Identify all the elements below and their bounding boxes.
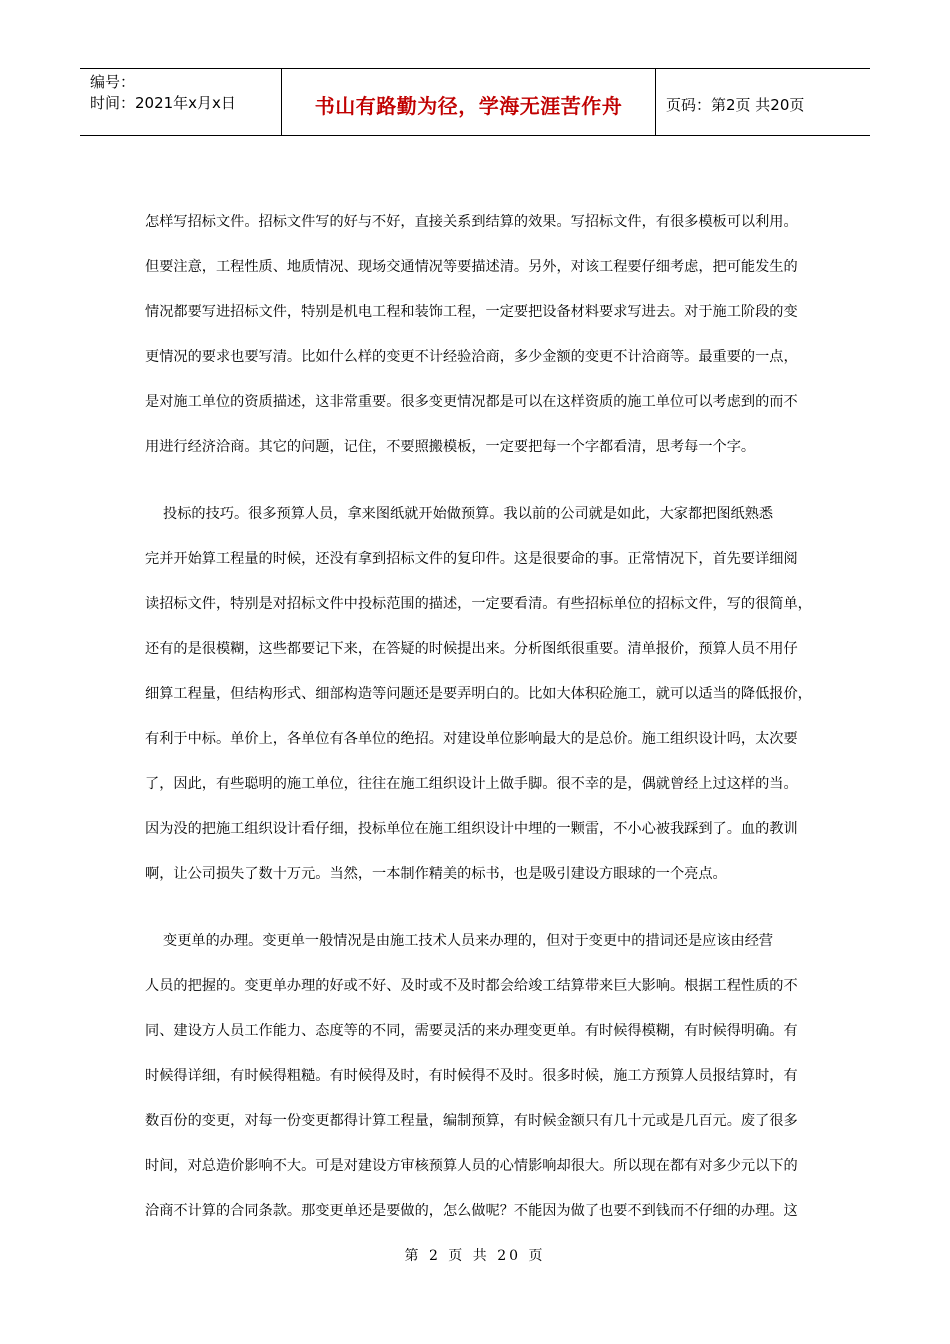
text-line: 还有的是很模糊，这些都要记下来，在答疑的时候提出来。分析图纸很重要。清单报价，预算人员不用仔 bbox=[145, 641, 798, 657]
text-line: 情况都要写进招标文件，特别是机电工程和装饰工程，一定要把设备材料要求写进去。对于施工阶段的变 bbox=[145, 304, 798, 320]
text-line: 用进行经济洽商。其它的问题，记住，不要照搬模板，一定要把每一个字都看清，思考每一个字。 bbox=[145, 439, 756, 455]
paragraph bbox=[145, 919, 805, 1234]
text-line: 细算工程量，但结构形式、细部构造等问题还是要弄明白的。比如大体积砼施工，就可以适当的降低报价， bbox=[145, 686, 812, 702]
paragraph bbox=[145, 200, 805, 470]
text-line: 投标的技巧。很多预算人员，拿来图纸就开始做预算。我以前的公司就是如此，大家都把图纸熟悉 bbox=[145, 506, 774, 522]
text-line: 时间，对总造价影响不大。可是对建设方审核预算人员的心情影响却很大。所以现在都有对多少元以下的 bbox=[145, 1158, 798, 1174]
text-line: 变更单的办理。变更单一般情况是由施工技术人员来办理的，但对于变更中的措词还是应该由经营 bbox=[145, 933, 774, 949]
text-line: 同、建设方人员工作能力、态度等的不同，需要灵活的来办理变更单。有时候得模糊，有时候得明确。有 bbox=[145, 1023, 798, 1039]
page-footer: 第 2 页 共 20 页 bbox=[404, 1248, 546, 1264]
text-line: 了，因此，有些聪明的施工单位，往往在施工组织设计上做手脚。很不幸的是，偶就曾经上过这样的当。 bbox=[145, 776, 798, 792]
paragraph bbox=[145, 492, 812, 897]
header-meta-cell bbox=[80, 69, 282, 135]
header-motto: 书山有路勤为径，学海无涯苦作舟 bbox=[282, 69, 656, 135]
text-line: 更情况的要求也要写清。比如什么样的变更不计经验洽商，多少金额的变更不计洽商等。最重要的一点， bbox=[145, 349, 798, 365]
serial-label: 编号： bbox=[90, 73, 136, 91]
text-line: 读招标文件，特别是对招标文件中投标范围的描述，一定要看清。有些招标单位的招标文件，写的很简单， bbox=[145, 596, 812, 612]
text-line: 是对施工单位的资质描述，这非常重要。很多变更情况都是可以在这样资质的施工单位可以考虑到的而不 bbox=[145, 394, 798, 410]
page-header bbox=[80, 68, 870, 136]
text-line: 洽商不计算的合同条款。那变更单还是要做的，怎么做呢？不能因为做了也要不到钱而不仔细的办理。这 bbox=[145, 1203, 798, 1219]
time-label: 时间：2021年x月x日 bbox=[90, 94, 236, 112]
text-line: 但要注意，工程性质、地质情况、现场交通情况等要描述清。另外，对该工程要仔细考虑，把可能发生的 bbox=[145, 259, 798, 275]
header-page-info: 页码：第2页 共20页 bbox=[666, 95, 805, 114]
text-line: 完并开始算工程量的时候，还没有拿到招标文件的复印件。这是很要命的事。正常情况下，首先要详细阅 bbox=[145, 551, 798, 567]
text-line: 因为没的把施工组织设计看仔细，投标单位在施工组织设计中埋的一颗雷，不小心被我踩到了。血的教训 bbox=[145, 821, 798, 837]
text-line: 数百份的变更，对每一份变更都得计算工程量，编制预算，有时候金额只有几十元或是几百元。废了很多 bbox=[145, 1113, 798, 1129]
text-line: 时候得详细，有时候得粗糙。有时候得及时，有时候得不及时。很多时候，施工方预算人员报结算时，有 bbox=[145, 1068, 798, 1084]
text-line: 人员的把握的。变更单办理的好或不好、及时或不及时都会给竣工结算带来巨大影响。根据工程性质的不 bbox=[145, 978, 798, 994]
document-body bbox=[145, 200, 812, 1256]
text-line: 有利于中标。单价上，各单位有各单位的绝招。对建设单位影响最大的是总价。施工组织设计吗，太次要 bbox=[145, 731, 798, 747]
text-line: 怎样写招标文件。招标文件写的好与不好，直接关系到结算的效果。写招标文件，有很多模板可以利用。 bbox=[145, 214, 798, 230]
text-line: 啊，让公司损失了数十万元。当然，一本制作精美的标书，也是吸引建设方眼球的一个亮点。 bbox=[145, 866, 727, 882]
